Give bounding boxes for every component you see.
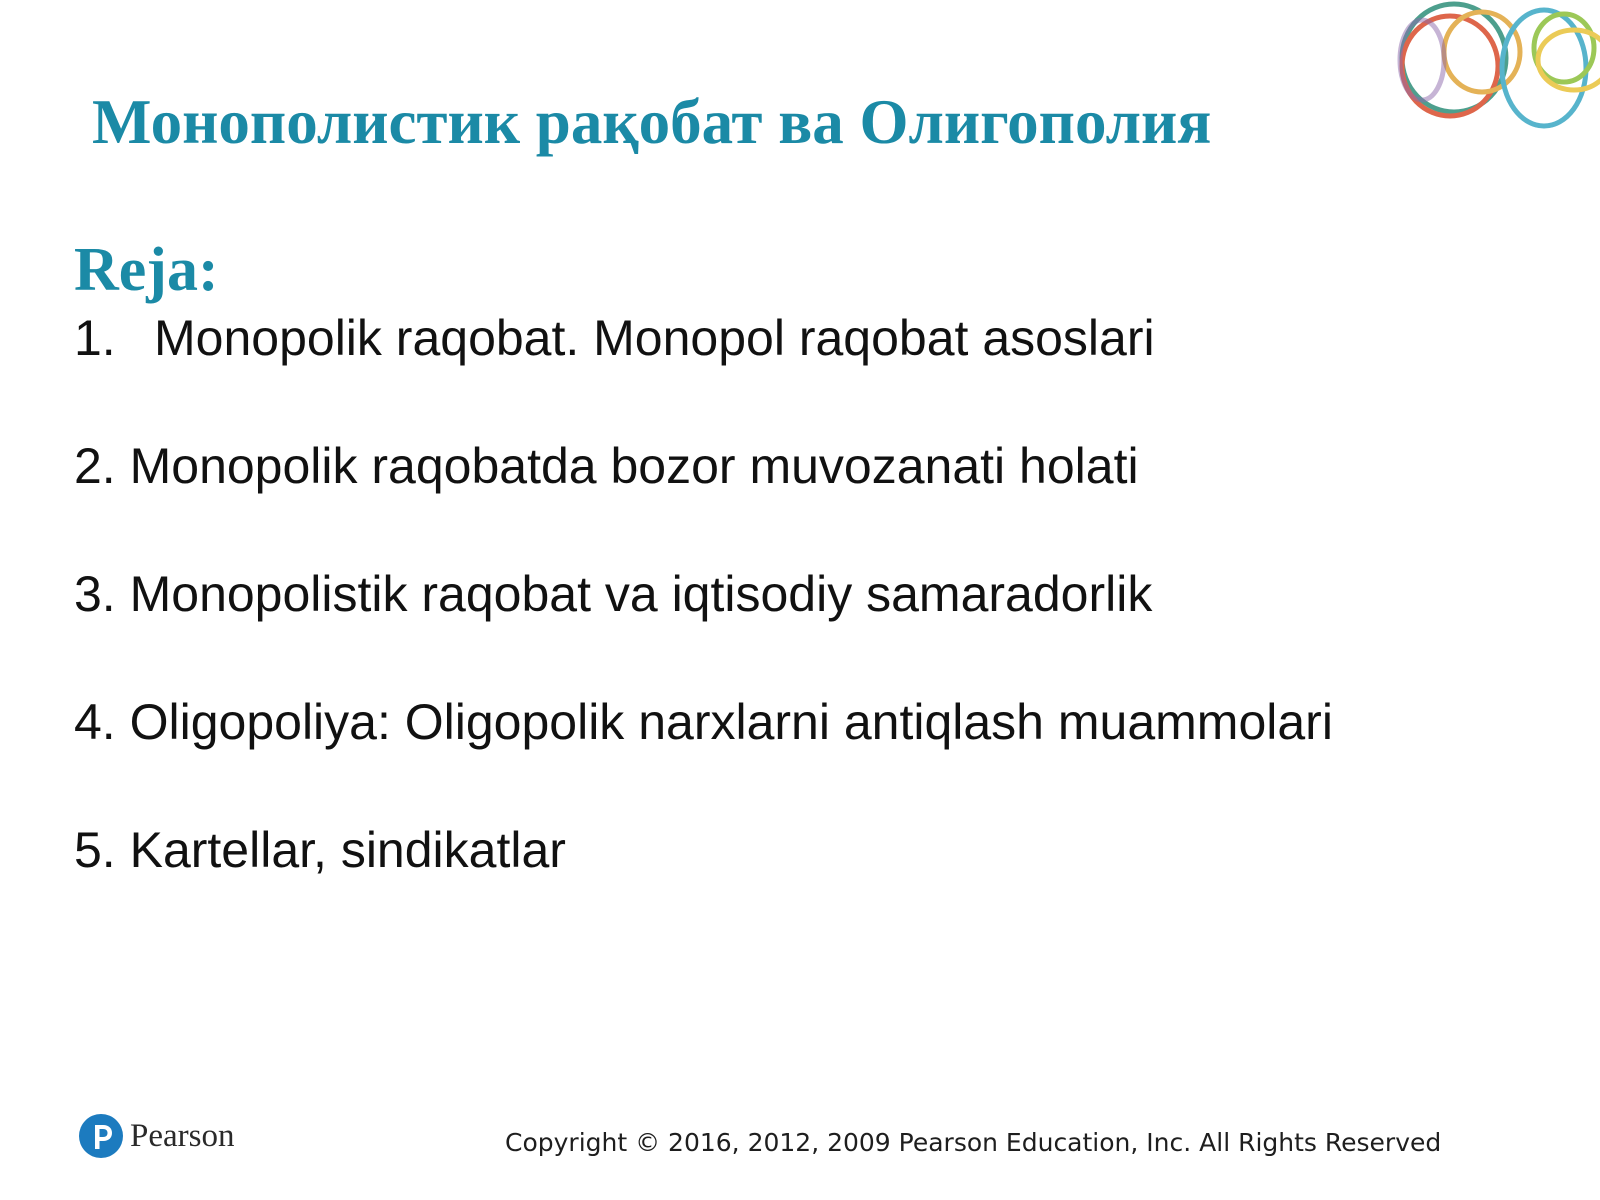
plan-item-number: 2. [74,438,116,494]
pearson-logo [78,1113,234,1159]
plan-item-text: Monopolistik raqobat va iqtisodiy samaradorlik [129,566,1153,622]
plan-item-text: Monopolik raqobat. Monopol raqobat asoslari [154,310,1155,366]
plan-item-number: 4. [74,694,116,750]
copyright-notice: Copyright © 2016, 2012, 2009 Pearson Education, Inc. All Rights Reserved [505,1128,1442,1157]
plan-item-number: 5. [74,822,116,878]
plan-item [74,306,1334,370]
plan-heading: Reja: [74,236,219,304]
plan-item [74,690,1334,754]
plan-item-number: 3. [74,566,116,622]
plan-item-text: Monopolik raqobatda bozor muvozanati holati [129,438,1139,494]
slide-title: Монополистик рақобат ва Олигополия [92,87,1212,157]
plan-item-number: 1. [74,310,116,366]
plan-item-text: Oligopoliya: Oligopolik narxlarni antiqlash muammolari [129,694,1333,750]
plan-item-text: Kartellar, sindikatlar [129,822,566,878]
pearson-logo-text: Pearson [130,1117,235,1154]
pearson-p-logo-icon [78,1113,124,1159]
plan-list [74,306,1334,946]
plan-item [74,562,1334,626]
plan-item [74,434,1334,498]
ring-orange [1444,12,1520,92]
ring-purple [1400,20,1444,100]
colored-rings-decoration [1392,0,1600,135]
plan-item [74,818,1334,882]
